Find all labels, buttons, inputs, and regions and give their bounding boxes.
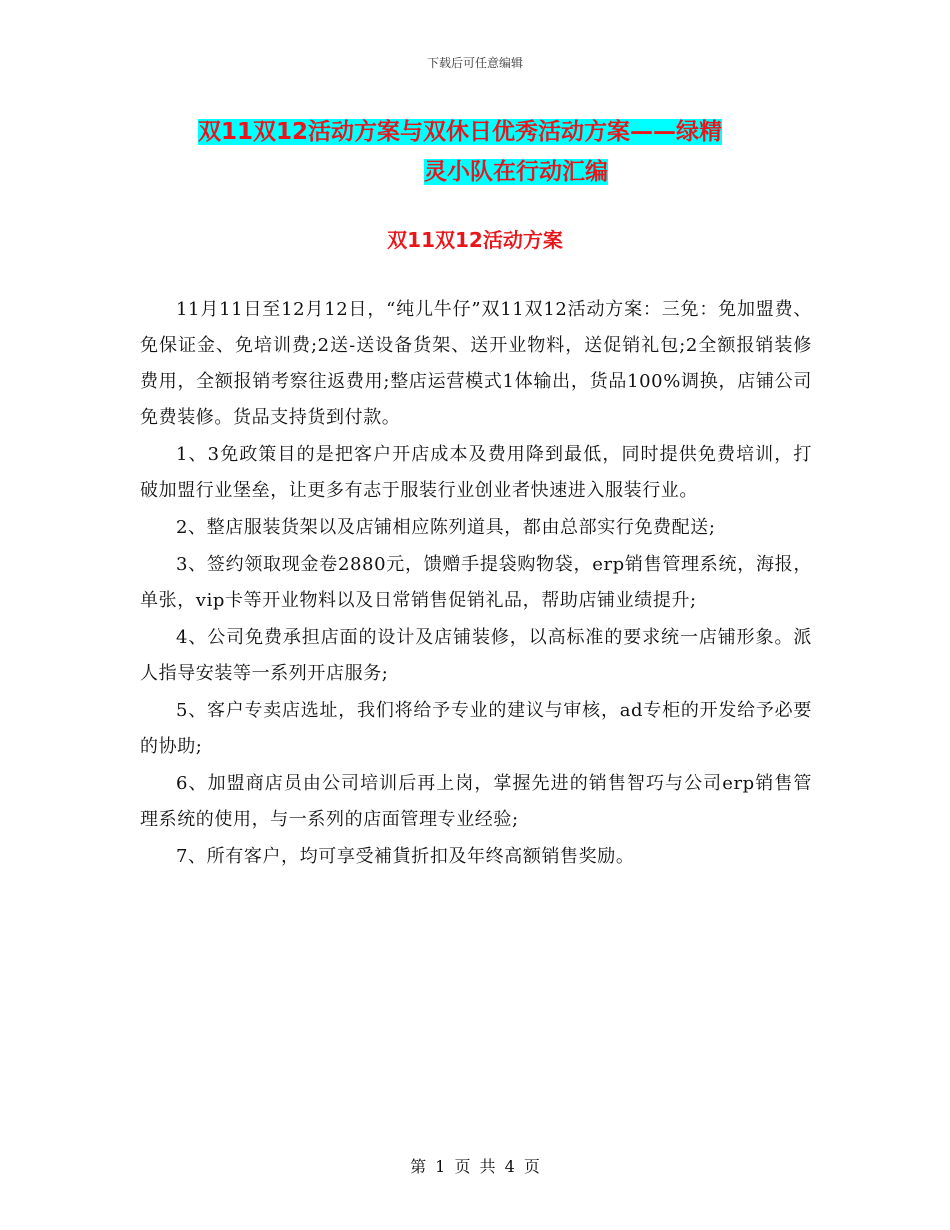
title-line-1: 双11双12活动方案与双休日优秀活动方案——绿精	[198, 119, 723, 145]
body-text	[140, 292, 812, 876]
paragraph-intro: 11月11日至12月12日，“纯儿牛仔”双11双12活动方案：三免：免加盟费、免保证金、免培训费;2送-送设备货架、送开业物料，送促销礼包;2全额报销装修费用，全额报销考察往返费用;整店运营模式1体输出，货品100%调换，店铺公司免费装修。货品支持货到付款。	[140, 299, 812, 428]
paragraph-item-7: 7、所有客户，均可享受補貨折扣及年终高额销售奖励。	[176, 846, 635, 867]
paragraph-item-2: 2、整店服装货架以及店铺相应陈列道具，都由总部实行免费配送;	[176, 517, 716, 538]
paragraph-item-3: 3、签约领取现金卷2880元，馈赠手提袋购物袋，erp销售管理系统，海报，单张，vip卡等开业物料以及日常销售促销礼品，帮助店铺业绩提升;	[140, 554, 812, 611]
paragraph-item-5: 5、客户专卖店选址，我们将给予专业的建议与审核，ad专柜的开发给予必要的协助;	[140, 700, 812, 757]
header-note: 下载后可任意编辑	[426, 56, 523, 70]
section-title: 双11双12活动方案	[387, 228, 563, 252]
document-title	[140, 112, 820, 192]
paragraph-item-1: 1、3免政策目的是把客户开店成本及费用降到最低，同时提供免费培训，打破加盟行业堡垒，让更多有志于服装行业创业者快速进入服装行业。	[140, 444, 812, 501]
page-footer: 第 1 页 共 4 页	[410, 1157, 540, 1176]
paragraph-item-4: 4、公司免费承担店面的设计及店铺装修，以高标准的要求统一店铺形象。派人指导安装等一系列开店服务;	[140, 627, 812, 684]
title-line-2: 灵小队在行动汇编	[424, 159, 608, 185]
paragraph-item-6: 6、加盟商店员由公司培训后再上岗，掌握先进的销售智巧与公司erp销售管理系统的使用，与一系列的店面管理专业经验;	[140, 773, 812, 830]
